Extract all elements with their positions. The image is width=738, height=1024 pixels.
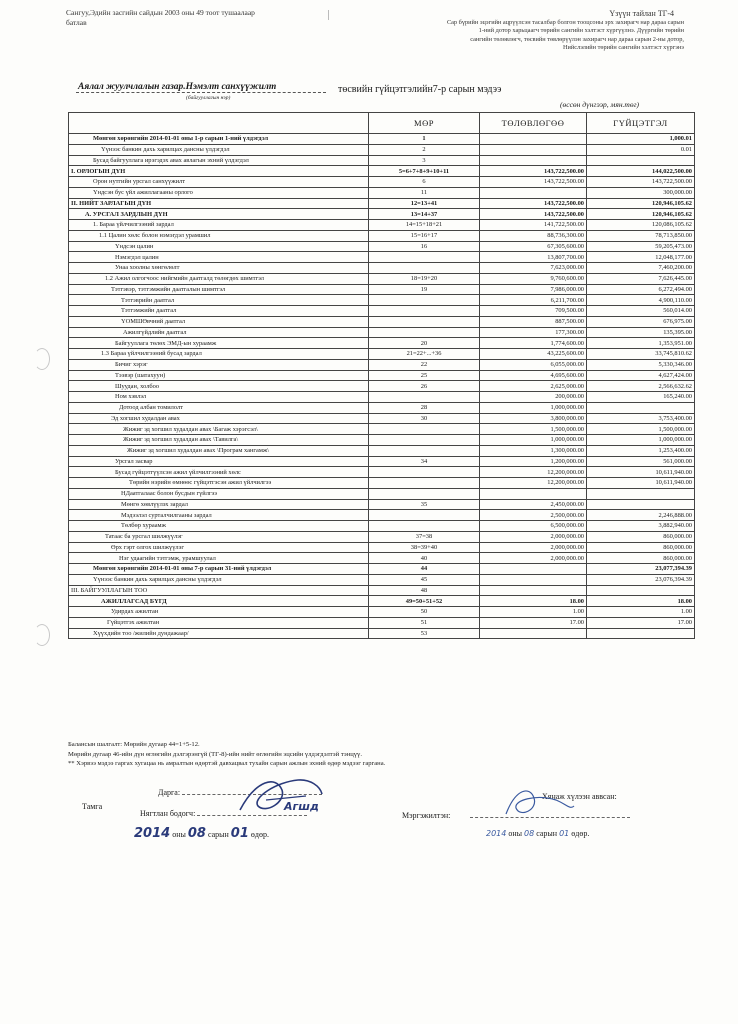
row-actual: 560,014.00: [587, 306, 695, 317]
row-plan: 177,300.00: [480, 327, 587, 338]
table-row: [69, 306, 695, 317]
table-row: [69, 209, 695, 220]
stamp-label: Тамга: [82, 802, 103, 811]
table-row: [69, 488, 695, 499]
table-row: [69, 134, 695, 145]
table-row: [69, 392, 695, 403]
header-right-line2: 1-ний дотор харьцаагч төрийн сангийн хэлтэст хүргүүлнэ. Дүүргийн төрийн: [478, 27, 684, 35]
row-actual: 12,048,177.00: [587, 252, 695, 263]
row-actual: 1,500,000.00: [587, 424, 695, 435]
report-title: төсвийн гүйцэтгэлийн7-р сарын мэдээ: [338, 84, 502, 95]
row-label: Төлбөр хураамж: [69, 521, 369, 532]
row-plan: 13,807,700.00: [480, 252, 587, 263]
row-label: ҮОМШӨвчний даатгал: [69, 316, 369, 327]
table-row: [69, 144, 695, 155]
table-row: [69, 467, 695, 478]
table-row: [69, 499, 695, 510]
row-plan: 3,800,000.00: [480, 413, 587, 424]
row-plan: 143,722,500.00: [480, 166, 587, 177]
row-plan: 1,774,600.00: [480, 338, 587, 349]
table-row: [69, 187, 695, 198]
row-code: 6: [369, 177, 480, 188]
row-label: Эд хогшил худалдан авах: [69, 413, 369, 424]
table-row: [69, 166, 695, 177]
header-left-line1: Сангуу,Эдийн засгийн сайдын 2003 оны 49 тоот тушаалаар: [66, 8, 255, 17]
received-day: 01: [559, 829, 570, 838]
row-actual: 1,000.01: [587, 134, 695, 145]
row-label: Мөнгөн хөрөнгийн 2014-01-01 оны 7-р сарын 31-ний үлдэгдэл: [69, 564, 369, 575]
row-actual: 143,722,500.00: [587, 177, 695, 188]
row-code: 12=13+41: [369, 198, 480, 209]
date-year-suffix: оны: [172, 830, 186, 839]
table-row: [69, 596, 695, 607]
table-row: [69, 402, 695, 413]
row-actual: 676,975.00: [587, 316, 695, 327]
received-year-suffix: оны: [508, 829, 523, 838]
row-actual: 1,000,000.00: [587, 435, 695, 446]
budget-table: [68, 112, 695, 639]
row-code: [369, 327, 480, 338]
row-label: Хүүхдийн тоо /жилийн дундажаар/: [69, 628, 369, 639]
row-code: [369, 445, 480, 456]
row-actual: 0.01: [587, 144, 695, 155]
row-actual: 165,240.00: [587, 392, 695, 403]
row-label: Үүнээс банкин дахь харилцах дансны үлдэгдэл: [69, 574, 369, 585]
row-plan: 2,000,000.00: [480, 542, 587, 553]
row-code: 26: [369, 381, 480, 392]
header-right-line1: Сар бүрийн эцэгийн ацрүүлсэн тасалбар болгон тооцсоны эрх захирагч нар дараа сарын: [446, 19, 684, 26]
received-day-suffix: өдөр.: [571, 829, 590, 838]
table-row: [69, 327, 695, 338]
table-row: [69, 478, 695, 489]
row-actual: 4,627,424.00: [587, 370, 695, 381]
table-row: [69, 349, 695, 360]
row-label: Удирдах ажилтан: [69, 607, 369, 618]
row-label: Байгууллага төлөх ЭМД-ын хураамж: [69, 338, 369, 349]
row-code: 37=38: [369, 531, 480, 542]
table-row: [69, 370, 695, 381]
row-plan: 18.00: [480, 596, 587, 607]
row-actual: [587, 155, 695, 166]
row-code: 30: [369, 413, 480, 424]
row-label: Бусад гүйцэтгүүлсэн ажил үйлчилгээний хөлс: [69, 467, 369, 478]
row-code: [369, 435, 480, 446]
table-header-row: [69, 113, 695, 134]
row-label: I. ОРЛОГЫН ДҮН: [69, 166, 369, 177]
row-code: 11: [369, 187, 480, 198]
row-plan: 4,695,600.00: [480, 370, 587, 381]
note-1: Балансын шалгалт: Мөрийн дугаар 44=1+5-12.: [68, 741, 200, 748]
row-label: Үндсэн бус үйл ажиллагааны орлого: [69, 187, 369, 198]
table-row: [69, 316, 695, 327]
row-plan: 2,000,000.00: [480, 553, 587, 564]
row-label: II. НИЙТ ЗАРЛАГЫН ДҮН: [69, 198, 369, 209]
row-label: Мөнгө хөвлүүлэх зардал: [69, 499, 369, 510]
row-actual: 860,000.00: [587, 542, 695, 553]
row-plan: 1.00: [480, 607, 587, 618]
table-row: [69, 435, 695, 446]
received-month: 08: [524, 829, 535, 838]
received-month-suffix: сарын: [536, 829, 558, 838]
row-label: АЖИЛЛАГСАД БҮГД: [69, 596, 369, 607]
row-actual: 1.00: [587, 607, 695, 618]
row-actual: 7,460,200.00: [587, 263, 695, 274]
row-plan: 6,500,000.00: [480, 521, 587, 532]
row-label: НДаатгалаас болон бусдын гүйлгээ: [69, 488, 369, 499]
row-label: Ажилгүйдлийн даатгал: [69, 327, 369, 338]
row-code: [369, 478, 480, 489]
row-code: 51: [369, 617, 480, 628]
row-plan: 43,225,600.00: [480, 349, 587, 360]
row-plan: 2,000,000.00: [480, 531, 587, 542]
row-label: Татаас ба урсгал шилжүүлэг: [69, 531, 369, 542]
row-label: Урсгал засвар: [69, 456, 369, 467]
row-code: [369, 488, 480, 499]
row-code: [369, 306, 480, 317]
row-code: [369, 252, 480, 263]
row-plan: 1,000,000.00: [480, 435, 587, 446]
header-right-line4: Нийслэлийн төрийн сангийн хэлтэст хүргэнэ: [562, 44, 684, 52]
row-code: [369, 316, 480, 327]
table-row: [69, 273, 695, 284]
table-body: [69, 134, 695, 639]
row-code: 34: [369, 456, 480, 467]
unit-note: (өссөн дүнгээр, мян.төг): [560, 100, 640, 109]
table-row: [69, 542, 695, 553]
table-row: [69, 295, 695, 306]
note-2: Мөрийн дугаар 46-ийн дүн өглөгийн дэлгэрэнгүй (ТГ-8)-ийн нийт өглөгийн эцсийн үлдэгдэлтэй тэнцүү.: [68, 750, 362, 758]
row-code: 18=19+20: [369, 273, 480, 284]
row-plan: 9,760,600.00: [480, 273, 587, 284]
punch-hole-top: [34, 348, 50, 370]
row-actual: 33,745,810.62: [587, 349, 695, 360]
row-actual: 18.00: [587, 596, 695, 607]
header-left: [66, 8, 346, 28]
accountant-label: [140, 809, 307, 818]
row-plan: [480, 144, 587, 155]
accountant-line: [197, 815, 307, 816]
table-row: [69, 155, 695, 166]
row-label: Бичиг хэрэг: [69, 359, 369, 370]
row-code: [369, 467, 480, 478]
row-label: Тэтгэврийн даатгал: [69, 295, 369, 306]
row-actual: [587, 585, 695, 596]
table-row: [69, 424, 695, 435]
accountant-label-text: Нягтлан бодогч:: [140, 809, 196, 818]
row-plan: 88,736,300.00: [480, 230, 587, 241]
row-actual: 23,076,394.39: [587, 574, 695, 585]
row-plan: [480, 574, 587, 585]
row-code: 3: [369, 155, 480, 166]
date-year: 2014: [134, 826, 171, 841]
header-label-cell: [69, 113, 369, 134]
row-label: 1. Бараа үйлчилгээний зардал: [69, 220, 369, 231]
row-plan: [480, 585, 587, 596]
row-code: [369, 510, 480, 521]
row-actual: 561,000.00: [587, 456, 695, 467]
date-month-suffix: сарын: [207, 830, 229, 839]
row-actual: 59,205,473.00: [587, 241, 695, 252]
row-code: [369, 392, 480, 403]
table-row: [69, 456, 695, 467]
table-row: [69, 381, 695, 392]
row-code: 45: [369, 574, 480, 585]
row-code: 2: [369, 144, 480, 155]
row-label: 1.3 Бараа үйлчилгээний бусад зардал: [69, 349, 369, 360]
row-code: 14=15+18+21: [369, 220, 480, 231]
row-plan: [480, 488, 587, 499]
row-actual: 1,253,400.00: [587, 445, 695, 456]
table-row: [69, 230, 695, 241]
row-actual: 860,000.00: [587, 553, 695, 564]
accountant-signature: Агшд: [284, 800, 319, 813]
row-code: [369, 424, 480, 435]
row-label: Мөнгөн хөрөнгийн 2014-01-01 оны 1-р сарын 1-ний үлдэгдэл: [69, 134, 369, 145]
row-plan: 1,200,000.00: [480, 456, 587, 467]
director-label-text: Дарга:: [158, 788, 181, 797]
table-row: [69, 574, 695, 585]
row-label: Ном хэвлэл: [69, 392, 369, 403]
row-code: 28: [369, 402, 480, 413]
row-label: Шуудан, холбоо: [69, 381, 369, 392]
row-plan: 2,450,000.00: [480, 499, 587, 510]
row-label: Үндсэн цалин: [69, 241, 369, 252]
row-code: 44: [369, 564, 480, 575]
row-plan: 1,500,000.00: [480, 424, 587, 435]
table-row: [69, 359, 695, 370]
header-row-code: МӨР: [369, 113, 480, 134]
row-plan: 2,500,000.00: [480, 510, 587, 521]
date-month: 08: [187, 826, 206, 841]
row-label: Үүнээс банкин дахь харилцах дансны үлдэгдэл: [69, 144, 369, 155]
row-plan: 143,722,500.00: [480, 209, 587, 220]
row-plan: 17.00: [480, 617, 587, 628]
row-code: 5=6+7+8+9+10+11: [369, 166, 480, 177]
date-day: 01: [230, 826, 249, 841]
row-plan: [480, 628, 587, 639]
row-actual: 120,086,105.62: [587, 220, 695, 231]
row-plan: 7,986,000.00: [480, 284, 587, 295]
note-3: ** Хэрвээ мэдээ гаргах хугацаа нь амралтын өдөртэй давхацвал тухайн сарын ажлын эхний өдөр мэдээг гаргана.: [68, 760, 386, 767]
form-name: Үзүүн тайлан ТГ-4: [609, 9, 674, 18]
row-plan: 709,500.00: [480, 306, 587, 317]
row-actual: 6,272,494.00: [587, 284, 695, 295]
row-code: 15=16+17: [369, 230, 480, 241]
row-actual: 10,611,940.00: [587, 478, 695, 489]
table-row: [69, 564, 695, 575]
row-plan: 6,055,000.00: [480, 359, 587, 370]
header-left-line2: батлав: [66, 18, 87, 27]
row-actual: [587, 499, 695, 510]
row-code: 50: [369, 607, 480, 618]
row-code: [369, 263, 480, 274]
row-plan: [480, 564, 587, 575]
row-actual: [587, 488, 695, 499]
table-row: [69, 531, 695, 542]
row-plan: 6,211,700.00: [480, 295, 587, 306]
row-actual: 3,753,400.00: [587, 413, 695, 424]
row-plan: 887,500.00: [480, 316, 587, 327]
row-actual: 2,246,888.00: [587, 510, 695, 521]
row-plan: 7,623,000.00: [480, 263, 587, 274]
row-label: 1.1 Цалин хөлс болон нэмэгдэл урамшил: [69, 230, 369, 241]
table-row: [69, 241, 695, 252]
row-label: Өрх гэрт олгох шилжүүлэг: [69, 542, 369, 553]
organization: [76, 82, 326, 101]
table-row: [69, 510, 695, 521]
row-code: 35: [369, 499, 480, 510]
table-row: [69, 413, 695, 424]
row-label: Мэдээлэл сурталчилгааны зардал: [69, 510, 369, 521]
row-actual: 1,353,951.00: [587, 338, 695, 349]
row-actual: 300,000.00: [587, 187, 695, 198]
row-actual: 78,713,850.00: [587, 230, 695, 241]
organization-caption: (байгууллагын нэр): [186, 95, 231, 101]
row-plan: 200,000.00: [480, 392, 587, 403]
organization-name: Аялал жуулчлалын газар.Нэмэлт санхүүжилт: [76, 82, 326, 93]
row-actual: 860,000.00: [587, 531, 695, 542]
row-label: Жижиг эд хогшил худалдан авах \Багаж хэрэгсэл\: [69, 424, 369, 435]
row-label: Нэг удаагийн тэтгэмж, урамшуулал: [69, 553, 369, 564]
row-code: 53: [369, 628, 480, 639]
row-code: 48: [369, 585, 480, 596]
row-label: Жижиг эд хогшил худалдан авах \Тавилга\: [69, 435, 369, 446]
row-actual: 17.00: [587, 617, 695, 628]
row-actual: 23,077,394.39: [587, 564, 695, 575]
row-actual: 10,611,940.00: [587, 467, 695, 478]
row-plan: 1,000,000.00: [480, 402, 587, 413]
row-plan: 12,200,000.00: [480, 478, 587, 489]
table-row: [69, 445, 695, 456]
row-code: 40: [369, 553, 480, 564]
row-plan: 141,722,500.00: [480, 220, 587, 231]
row-label: Орон нутгийн урсгал санхүүжилт: [69, 177, 369, 188]
row-plan: [480, 187, 587, 198]
row-actual: 120,946,105.62: [587, 198, 695, 209]
row-label: III. БАЙГУУЛЛАГЫН ТОО: [69, 585, 369, 596]
row-code: 22: [369, 359, 480, 370]
row-code: 19: [369, 284, 480, 295]
table-row: [69, 607, 695, 618]
row-label: Дотоод албан томилолт: [69, 402, 369, 413]
row-plan: [480, 155, 587, 166]
row-plan: [480, 134, 587, 145]
row-code: [369, 295, 480, 306]
table-row: [69, 263, 695, 274]
row-plan: 143,722,500.00: [480, 198, 587, 209]
row-plan: 12,200,000.00: [480, 467, 587, 478]
received-year: 2014: [486, 829, 507, 838]
row-label: Гүйцэтгэх ажилтан: [69, 617, 369, 628]
row-actual: 4,900,110.00: [587, 295, 695, 306]
row-plan: 1,300,000.00: [480, 445, 587, 456]
row-plan: 67,305,600.00: [480, 241, 587, 252]
row-label: А. УРСГАЛ ЗАРДЛЫН ДҮН: [69, 209, 369, 220]
row-actual: 144,022,500.00: [587, 166, 695, 177]
row-actual: [587, 402, 695, 413]
specialist-label: [402, 811, 630, 820]
row-code: 25: [369, 370, 480, 381]
row-code: [369, 521, 480, 532]
report-date: [134, 826, 269, 841]
table-row: [69, 628, 695, 639]
received-label: Хянаж хүлээн аввсан:: [542, 792, 617, 801]
row-actual: 3,882,940.00: [587, 521, 695, 532]
specialist-label-text: Мэргэжилтэн:: [402, 811, 451, 820]
table-row: [69, 338, 695, 349]
row-label: Бусад байгууллага ирэгэдэх авах авлагын эхний үлдэгдэл: [69, 155, 369, 166]
table-row: [69, 177, 695, 188]
received-date: [486, 829, 589, 838]
table-row: [69, 284, 695, 295]
table-row: [69, 220, 695, 231]
table-row: [69, 617, 695, 628]
row-code: 20: [369, 338, 480, 349]
punch-hole-bottom: [34, 624, 50, 646]
notes: [68, 740, 385, 769]
specialist-line: [470, 817, 630, 818]
header-actual: ГҮЙЦЭТГЭЛ: [587, 113, 695, 134]
row-label: Унаа хоолны хөнгөлөлт: [69, 263, 369, 274]
table-row: [69, 553, 695, 564]
row-code: 49=50+51+52: [369, 596, 480, 607]
row-actual: 5,330,346.00: [587, 359, 695, 370]
table-row: [69, 585, 695, 596]
row-actual: 120,946,105.62: [587, 209, 695, 220]
header-divider: [328, 10, 330, 20]
row-code: 21=22+...+36: [369, 349, 480, 360]
table-row: [69, 252, 695, 263]
row-code: 1: [369, 134, 480, 145]
row-label: Тэтгэвэр, тэтгэмжийн даатгалын шимтгэл: [69, 284, 369, 295]
row-label: Тээвэр (шатахуун): [69, 370, 369, 381]
table-row: [69, 198, 695, 209]
date-day-suffix: өдөр.: [250, 830, 269, 839]
row-code: 16: [369, 241, 480, 252]
row-label: Тэтгэмжийн даатгал: [69, 306, 369, 317]
row-code: 38=39+40: [369, 542, 480, 553]
row-actual: 2,566,632.62: [587, 381, 695, 392]
row-actual: 135,395.00: [587, 327, 695, 338]
header-right: [410, 8, 684, 53]
header-right-line3: сангийн төлөвлөгч, төсвийн төвлөрүүлэн захирагч нар дараа сарын 2-ны дотор,: [470, 35, 684, 43]
row-label: 1.2 Ажил олгогчоос нийгмийн даатгалд төлөгдөх шимтгэл: [69, 273, 369, 284]
row-plan: 143,722,500.00: [480, 177, 587, 188]
row-actual: 7,626,445.00: [587, 273, 695, 284]
row-plan: 2,625,000.00: [480, 381, 587, 392]
table-row: [69, 521, 695, 532]
row-label: Жижиг эд хогшил худалдан авах \Програм хангамж\: [69, 445, 369, 456]
row-actual: [587, 628, 695, 639]
row-code: 13=14+37: [369, 209, 480, 220]
row-label: Нэмэгдэл цалин: [69, 252, 369, 263]
header-plan: ТӨЛӨВЛӨГӨӨ: [480, 113, 587, 134]
row-label: Төрийн нэрийн өмнөөс гүйцэтгэсэн ажил үйлчилгээ: [69, 478, 369, 489]
